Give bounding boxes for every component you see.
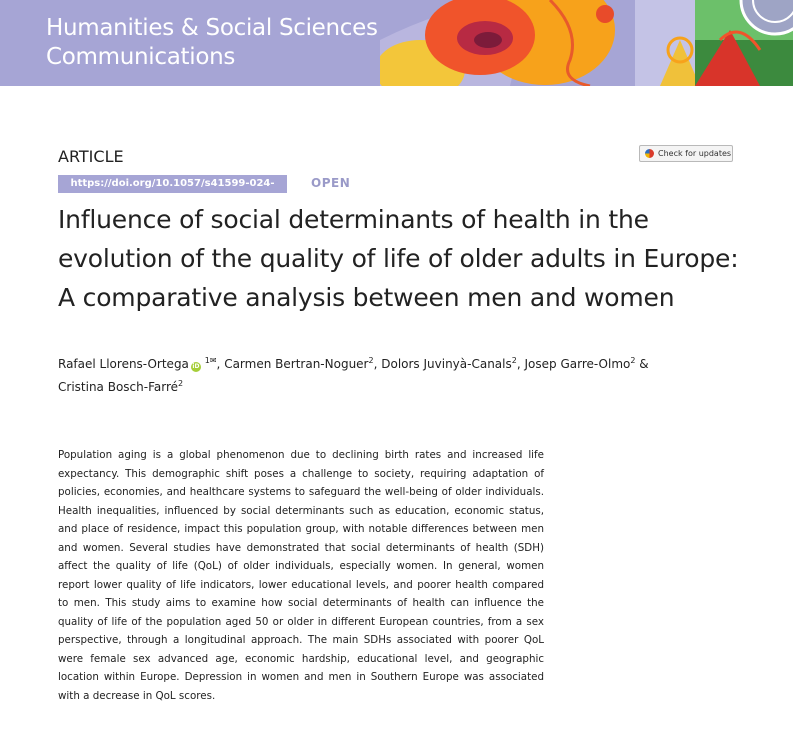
journal-title-line2: Communications <box>46 44 236 70</box>
author-affiliation: 2 <box>368 356 374 365</box>
author-name[interactable]: Carmen Bertran-Noguer <box>224 357 369 371</box>
author-affiliation: 2 <box>630 356 636 365</box>
check-for-updates-label: Check for updates <box>658 149 732 158</box>
author-name[interactable]: Josep Garre-Olmo <box>524 357 631 371</box>
article-title: Influence of social determinants of health in the evolution of the quality of life of older adults in Europe: A comparative analysis between men and women <box>58 205 739 312</box>
banner-artwork <box>380 0 793 86</box>
journal-title[interactable] <box>46 14 378 72</box>
author-name[interactable]: Dolors Juvinyà-Canals <box>381 357 512 371</box>
mail-icon[interactable]: ✉ <box>209 356 217 365</box>
check-for-updates-button[interactable] <box>639 145 733 162</box>
author-affiliation: 2 <box>511 356 517 365</box>
crossmark-icon <box>645 149 654 158</box>
author-affiliation: 2 <box>178 379 184 388</box>
doi-link[interactable]: https://doi.org/10.1057/s41599-024-02899-5 <box>58 175 287 193</box>
author-name[interactable]: Rafael Llorens-Ortega <box>58 357 189 371</box>
orcid-icon[interactable]: iD <box>192 363 200 370</box>
author-name[interactable]: Cristina Bosch-Farré <box>58 380 178 394</box>
article-type: ARTICLE <box>58 147 124 166</box>
journal-banner <box>0 0 793 86</box>
author-affiliation: 1✉ <box>204 356 217 365</box>
author-list: Rafael Llorens-Ortega iD $^{1✉}$, Carmen Bertran-Noguer$^2$, Dolors Juvinyà-Canals$^2$, Josep Garre-Olmo$^2$ & Cristina Bosch-Farré$^2$ <box>58 356 649 394</box>
journal-title-line1: Humanities & Social Sciences <box>46 15 378 41</box>
open-access-label: OPEN <box>311 176 351 190</box>
abstract: Population aging is a global phenomenon due to declining birth rates and increased life expectancy. This demographic shift poses a challenge to society, requiring adaptation of policies, economies, and healthcare systems to safeguard the well-being of older individuals. Health inequalities, influenced by social determinants such as education, economic status, and place of residence, impact this population group, with notable differences between men and women. Several studies have demonstrated that social determinants of health (SDH) affect the quality of life (QoL) of older individuals, especially women. In general, women report lower quality of life indicators, lower educational levels, and poorer health compared to men. This study aims to examine how social determinants of health can influence the quality of life of the population aged 50 or older in different European countries, from a sex perspective, through a longitudinal approach. The main SDHs associated with poorer QoL were female sex advanced age, economic hardship, educational level, and geographic location within Europe. Depression in women and men in Southern Europe was associated with a decrease in QoL scores. <box>58 449 544 702</box>
